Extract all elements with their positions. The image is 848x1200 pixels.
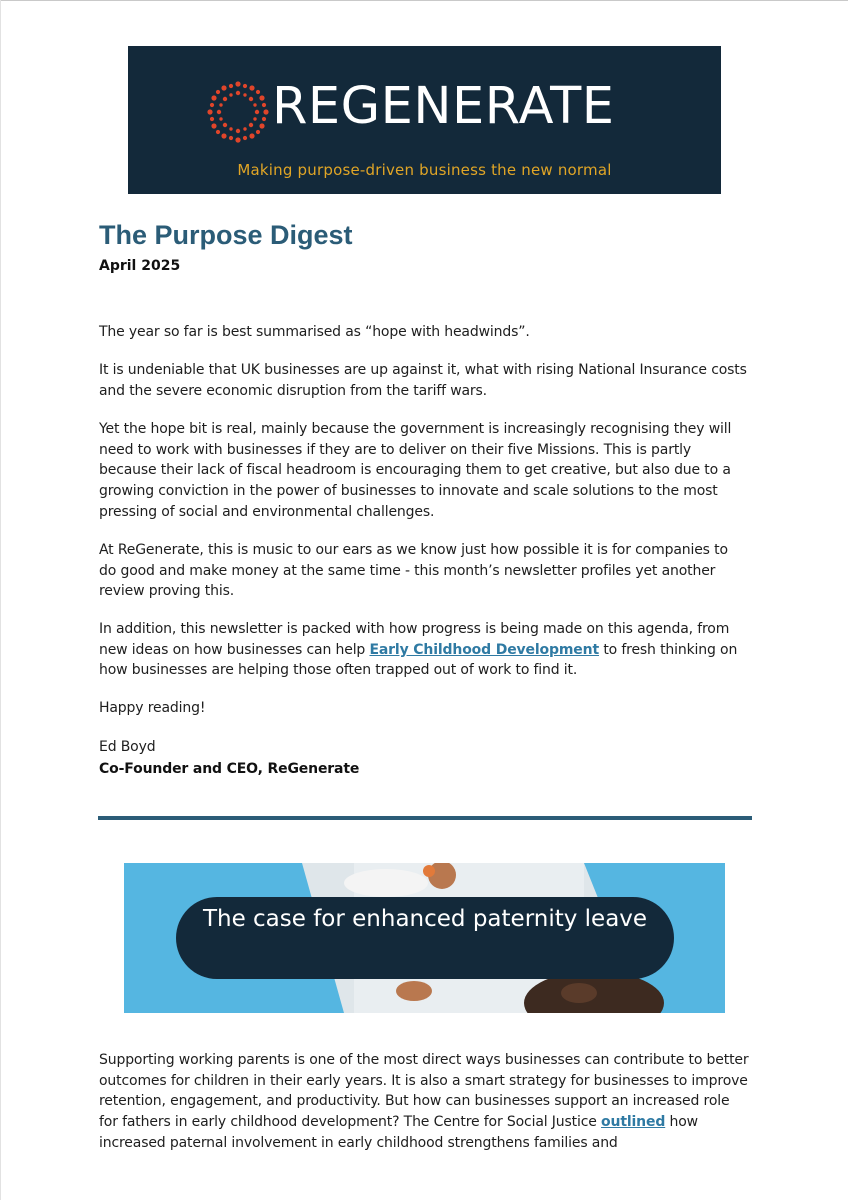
intro-paragraph-3: Yet the hope bit is real, mainly because the government is increasingly recognising they will need to work with businesses if they are to deliver on their five Missions. This is partly because their lack of fiscal headroom is encouraging them to get creative, but also due to a growing conviction in the power of businesses to innovate and scale solutions to the most pressing of social and environmental challenges. [99, 421, 732, 520]
signature-role: Co-Founder and CEO, ReGenerate [99, 761, 360, 777]
intro-paragraph-5-text-end: to fresh thinking on how businesses are helping those often trapped out of work to find it. [99, 641, 738, 679]
top-border [0, 0, 848, 1]
newsletter-date: April 2025 [99, 258, 181, 274]
feature-banner-image [124, 863, 725, 1013]
section-divider [98, 816, 752, 820]
header-banner [128, 46, 721, 194]
intro-paragraph-2: It is undeniable that UK businesses are up against it, what with rising National Insurance costs and the severe economic disruption from the tariff wars. [99, 362, 747, 399]
signature-name: Ed Boyd [99, 739, 156, 755]
feature-paragraph-1 [99, 1050, 749, 1154]
outlined-link[interactable]: outlined [601, 1114, 666, 1131]
sunburst-logo-icon [206, 80, 270, 144]
intro-paragraph-1: The year so far is best summarised as “hope with headwinds”. [99, 324, 530, 340]
newsletter-title: The Purpose Digest [99, 220, 353, 250]
feature-banner-title: The case for enhanced paternity leave [202, 906, 648, 932]
tagline: Making purpose-driven business the new normal [237, 161, 612, 179]
early-childhood-development-link[interactable]: Early Childhood Development [369, 641, 600, 658]
intro-paragraph-4: At ReGenerate, this is music to our ears as we know just how possible it is for companies to do good and make money at the same time - this month’s newsletter profiles yet another review proving this. [99, 542, 728, 600]
feature-paragraph-1-text-end: how increased paternal involvement in early childhood strengthens families and [99, 1114, 698, 1151]
closing-line: Happy reading! [99, 700, 206, 716]
intro-paragraph-5-text: In addition, this newsletter is packed with how progress is being made on this agenda, from new ideas on how businesses can help [99, 621, 730, 658]
intro-paragraph-5 [99, 619, 749, 681]
feature-paragraph-1-text: Supporting working parents is one of the most direct ways businesses can contribute to better outcomes for children in their early years. It is also a smart strategy for businesses to improve retention, engagement, and productivity. But how can businesses support an increased role for fathers in early childhood development? The Centre for Social Justice [99, 1052, 749, 1131]
left-border [0, 0, 1, 1200]
logo-wordmark: REGENERATE [272, 77, 615, 136]
